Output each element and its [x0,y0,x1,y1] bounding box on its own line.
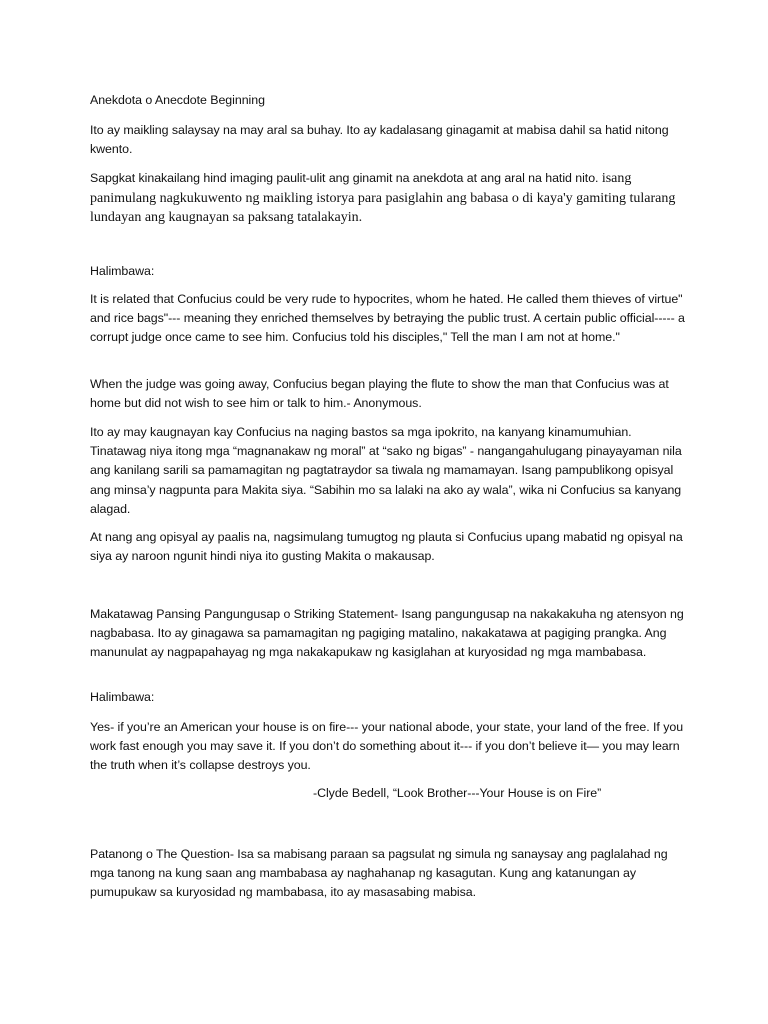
example-confucius-tagalog: Ito ay may kaugnayan kay Confucius na naging bastos sa mga ipokrito, na kanyang kinamumuhian. Tinatawag niya itong mga “magnanakaw ng moral” at “sako ng bigas” - nangangahulugang pinayayaman nila ang kanilang sarili sa pamamagitan ng pagtatraydor sa tiwala ng mamamayan. Isang pampublikong opisyal ang minsa’y nagpunta para Makita siya. “Sabihin mo sa lalaki na ako ay wala”, wika ni Confucius sa kanyang alagad. [90,425,682,516]
anekdota-definition: Ito ay maikling salaysay na may aral sa buhay. Ito ay kadalasang ginagamit at mabisa dahil sa hatid nitong kwento. [90,123,669,157]
section-title-anekdota: Anekdota o Anecdote Beginning [90,93,265,107]
example-confucius-english: It is related that Confucius could be very rude to hypocrites, whom he hated. He called them thieves of virtue" and rice bags"--- meaning they enriched themselves by betraying the public trust. A certain public official----- a corrupt judge once came to see him. Confucius told his disciples," Tell the man I am not at home." [90,292,685,345]
anekdota-explanation [90,169,690,228]
question-paragraph: Patanong o The Question- Isa sa mabisang paraan sa pagsulat ng simula ng sanaysay ang paglalahad ng mga tanong na kung saan ang mambabasa ay naghahanap ng kasagutan. Kung ang katanungan ay pumupukaw sa kuryosidad ng mambabasa, ito ay masasabing mabisa. [90,847,668,900]
striking-statement-paragraph: Makatawag Pansing Pangungusap o Striking Statement- Isang pangungusap na nakakakuha ng atensyon ng nagbabasa. Ito ay ginagawa sa pamamagitan ng pagiging matalino, nakakatawa at pagiging prangka. Ang manunulat ay nagpapahayag ng mga nakakapukaw ng kasiglahan at kuryosidad ng mga mambabasa. [90,607,684,660]
quote-attribution: -Clyde Bedell, “Look Brother---Your House is on Fire” [313,786,602,800]
example-confucius-tagalog-2: At nang ang opisyal ay paalis na, nagsimulang tumugtog ng plauta si Confucius upang mabatid ng opisyal na siya ay naroon ngunit hindi niya ito gusting Makita o makausap. [90,530,683,564]
anekdota-explanation-serif: isang panimulang nagkukuwento ng maikling istorya para pasiglahin ang babasa o di kaya'y gamiting tularang lundayan ang kaugnayan sa paksang tatalakayin. [90,171,676,225]
halimbawa-heading-1: Halimbawa: [90,264,155,278]
example-confucius-english-2: When the judge was going away, Confucius began playing the flute to show the man that Confucius was at home but did not wish to see him or talk to him.- Anonymous. [90,377,669,411]
halimbawa-heading-2: Halimbawa: [90,690,155,704]
anekdota-explanation-sans: Sapgkat kinakailang hind imaging paulit-ulit ang ginamit na anekdota at ang aral na hatid nito. [90,171,602,185]
example-house-on-fire: Yes- if you’re an American your house is on fire--- your national abode, your state, your land of the free. If you work fast enough you may save it. If you don’t do something about it--- if you don’t believe it— you may learn the truth when it’s collapse destroys you. [90,720,684,773]
